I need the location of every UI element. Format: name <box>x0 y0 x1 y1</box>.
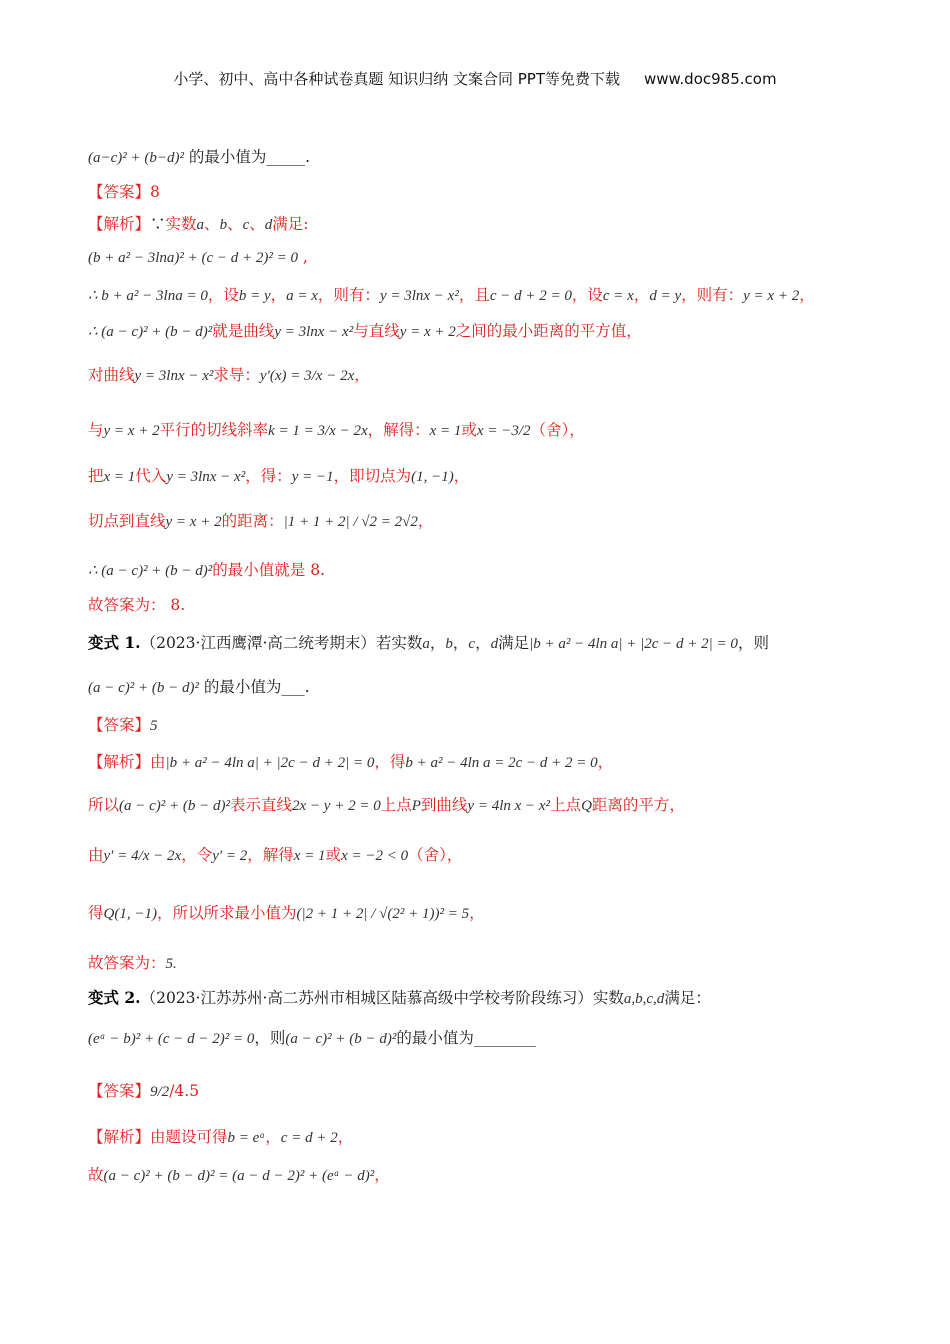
text-line <box>88 420 585 441</box>
text-segment: ，则有： <box>681 286 744 304</box>
math-expression: y = 3lnx − x² <box>379 288 459 304</box>
text-segment: , <box>298 248 308 266</box>
math-expression: d = y <box>649 288 682 304</box>
text-segment: ，得 <box>374 753 406 771</box>
math-expression: y = 3lnx − x² <box>274 324 354 340</box>
text-segment: ， <box>429 634 446 652</box>
text-segment: （舍）， <box>408 846 463 864</box>
text-segment: /4.5 <box>169 1082 200 1100</box>
text-segment: ， <box>354 366 370 384</box>
text-segment: 对曲线 <box>88 366 135 384</box>
math-expression: a <box>196 217 205 233</box>
text-segment: 切点到直线 <box>88 512 166 530</box>
text-segment: ， <box>597 753 614 771</box>
text-segment: 【解析】由题设可得 <box>88 1128 228 1146</box>
math-expression: (eᵃ − b)² + (c − d − 2)² = 0 <box>88 1031 255 1047</box>
math-expression: y = −1 <box>291 469 334 485</box>
math-expression: y = 4ln x − x² <box>467 798 551 814</box>
text-segment: ，所以所求最小值为 <box>156 904 297 922</box>
math-expression: Q <box>581 798 592 814</box>
math-expression: d <box>490 636 499 652</box>
math-expression: (|2 + 1 + 2| / √(2² + 1))² = 5 <box>296 906 470 922</box>
math-expression: a = x <box>286 288 318 304</box>
math-expression: k = 1 = 3/x − 2x <box>268 423 368 439</box>
math-expression: Q(1, −1) <box>103 906 157 922</box>
text-segment: 把 <box>88 467 104 485</box>
math-expression: y = x + 2 <box>743 288 800 304</box>
text-segment: 由 <box>88 846 104 864</box>
math-expression: b <box>445 636 453 652</box>
text-segment: 【解析】 <box>88 215 151 233</box>
text-segment: ， <box>475 634 491 652</box>
text-segment: ， <box>270 286 287 304</box>
text-segment: ，得： <box>245 467 292 485</box>
text-line <box>88 182 160 202</box>
text-line <box>88 633 769 654</box>
text-segment: 代入 <box>135 467 167 485</box>
text-line <box>88 752 613 773</box>
math-expression: |1 + 1 + 2| / √2 = 2√2 <box>283 514 418 530</box>
math-expression: (b + a² − 3lna)² + (c − d + 2)² = 0 <box>88 250 299 266</box>
text-segment: ， <box>337 1128 354 1146</box>
text-segment: （2023·江苏苏州·高二苏州市相城区陆慕高级中学校考阶段练习）实数 <box>140 989 624 1007</box>
text-segment: 实数 <box>165 215 197 233</box>
text-line <box>88 903 485 924</box>
math-expression: P <box>411 798 421 814</box>
text-line <box>88 953 177 974</box>
text-segment: ，即切点为 <box>333 467 412 485</box>
text-segment: 的最小值就是 8. <box>212 561 326 579</box>
text-segment: 平行的切线斜率 <box>159 421 269 439</box>
math-expression: ∴ (a − c)² + (b − d)² <box>88 324 213 340</box>
text-line <box>88 214 309 235</box>
math-expression: |b + a² − 4ln a| + |2c − d + 2| = 0 <box>165 755 375 771</box>
text-segment: ， <box>452 634 469 652</box>
math-expression: y = x + 2 <box>165 514 222 530</box>
text-line <box>88 560 325 581</box>
text-segment: ，则 <box>737 634 769 652</box>
text-line <box>88 715 158 736</box>
math-expression: (a − c)² + (b − d)² <box>285 1031 397 1047</box>
text-line <box>88 285 815 306</box>
math-expression: c <box>468 636 476 652</box>
math-expression: y′(x) = 3/x − 2x <box>259 368 355 384</box>
text-segment: 满足 <box>498 634 530 652</box>
text-line <box>88 1028 536 1049</box>
text-segment: ，则有： <box>317 286 380 304</box>
math-expression: 2x − y + 2 = 0 <box>292 798 381 814</box>
text-line <box>88 466 469 487</box>
text-line <box>88 1165 390 1186</box>
text-segment: ，设 <box>571 286 603 304</box>
text-segment: ， <box>469 904 485 922</box>
text-segment: 故答案为： 8. <box>88 596 186 614</box>
math-expression: y′ = 4/x − 2x <box>103 848 182 864</box>
text-line <box>88 988 711 1009</box>
text-segment: ∵ <box>150 215 166 233</box>
text-segment: ，解得： <box>367 421 430 439</box>
math-expression: d <box>264 217 273 233</box>
text-segment: （舍）， <box>530 421 585 439</box>
text-segment: 求导： <box>213 366 260 384</box>
variant-label: 变式 1. <box>88 633 141 652</box>
page-header <box>0 68 950 89</box>
text-segment: 【答案】 <box>88 1082 151 1100</box>
text-segment: ，且 <box>458 286 490 304</box>
text-line <box>88 595 185 615</box>
math-expression: x = 1 <box>429 423 462 439</box>
text-line <box>88 1081 199 1102</box>
text-segment: 、 <box>204 215 220 233</box>
text-segment: 得 <box>88 904 104 922</box>
text-segment: 、 <box>249 215 265 233</box>
text-segment: 的最小值为_____. <box>184 148 311 166</box>
text-line <box>88 321 642 342</box>
math-expression: (a − c)² + (b − d)² <box>88 680 199 696</box>
text-segment: 、 <box>227 215 243 233</box>
text-segment: ，设 <box>207 286 239 304</box>
math-expression: b + a² − 4ln a = 2c − d + 2 = 0 <box>405 755 598 771</box>
math-expression: 5. <box>165 956 177 972</box>
header-text: 小学、初中、高中各种试卷真题 知识归纳 文案合同 PPT等免费下载 <box>173 70 620 88</box>
text-segment: 所以 <box>88 796 120 814</box>
text-line <box>88 795 685 816</box>
math-expression: (a−c)² + (b−d)² <box>88 150 184 166</box>
text-segment: 满足: <box>272 215 309 233</box>
math-expression: (1, −1) <box>411 469 454 485</box>
text-segment: 之间的最小距离的平方值， <box>455 322 642 340</box>
text-segment: ，则 <box>254 1029 286 1047</box>
math-expression: y = x + 2 <box>103 423 160 439</box>
math-expression: ∴ (a − c)² + (b − d)² <box>88 563 213 579</box>
math-expression: (a − c)² + (b − d)² = (a − d − 2)² + (eᵃ − d)² <box>103 1168 375 1184</box>
text-segment: ， <box>265 1128 281 1146</box>
math-expression: x = 1 <box>293 848 326 864</box>
text-segment: 故答案为： <box>88 954 166 972</box>
text-segment: ， <box>374 1166 390 1184</box>
math-expression: x = −3/2 <box>476 423 531 439</box>
text-line <box>88 677 310 698</box>
math-expression: y = x + 2 <box>399 324 456 340</box>
text-line <box>88 247 308 268</box>
text-segment: 就是曲线 <box>212 322 275 340</box>
text-segment: 上点 <box>550 796 582 814</box>
text-segment: 或 <box>325 846 342 864</box>
text-segment: 与 <box>88 421 104 439</box>
text-segment: ， <box>453 467 470 485</box>
text-line <box>88 365 370 386</box>
header-site: www.doc985.com <box>643 70 777 88</box>
math-expression: c − d + 2 = 0 <box>489 288 572 304</box>
math-expression: ∴ b + a² − 3lna = 0 <box>88 288 208 304</box>
text-segment: 表示直线 <box>230 796 293 814</box>
text-segment: 距离的平方， <box>591 796 685 814</box>
text-segment: （2023·江西鹰潭·高二统考期末）若实数 <box>140 634 423 652</box>
text-segment: ，解得 <box>247 846 294 864</box>
math-expression: 9/2 <box>150 1084 170 1100</box>
math-expression: c = d + 2 <box>280 1130 338 1146</box>
math-expression: x = 1 <box>103 469 136 485</box>
text-line <box>88 147 310 168</box>
text-segment: 【解析】由 <box>88 753 166 771</box>
text-segment: 或 <box>461 421 477 439</box>
math-expression: (a − c)² + (b − d)² <box>119 798 231 814</box>
text-segment: 故 <box>88 1166 104 1184</box>
math-expression: y′ = 2 <box>212 848 248 864</box>
text-segment: 与直线 <box>353 322 400 340</box>
math-expression: b <box>219 217 228 233</box>
text-segment: ， <box>417 512 434 530</box>
text-segment: 【答案】8 <box>88 183 160 201</box>
text-line <box>88 511 433 532</box>
text-segment: ， <box>633 286 650 304</box>
math-expression: y = 3lnx − x² <box>134 368 214 384</box>
math-expression: a,b,c,d <box>623 991 665 1007</box>
text-line <box>88 1127 353 1148</box>
text-segment: 的最小值为________ <box>396 1029 536 1047</box>
math-expression: b = eᵃ <box>227 1130 266 1146</box>
text-segment: 【答案】 <box>88 716 151 734</box>
text-segment: ， <box>799 286 815 304</box>
math-expression: c = x <box>602 288 634 304</box>
text-segment: 的距离： <box>221 512 284 530</box>
text-line <box>88 845 462 866</box>
variant-label: 变式 2. <box>88 988 141 1007</box>
text-segment: 的最小值为___. <box>199 678 310 696</box>
math-expression: 5 <box>150 718 158 734</box>
math-expression: |b + a² − 4ln a| + |2c − d + 2| = 0 <box>529 636 738 652</box>
math-expression: y = 3lnx − x² <box>166 469 246 485</box>
math-expression: b = y <box>238 288 271 304</box>
text-segment: 到曲线 <box>420 796 468 814</box>
text-segment: 上点 <box>380 796 412 814</box>
math-expression: c <box>242 217 250 233</box>
math-expression: a <box>422 636 430 652</box>
math-expression: x = −2 < 0 <box>341 848 409 864</box>
text-segment: 满足： <box>664 989 711 1007</box>
text-segment: ，令 <box>181 846 213 864</box>
